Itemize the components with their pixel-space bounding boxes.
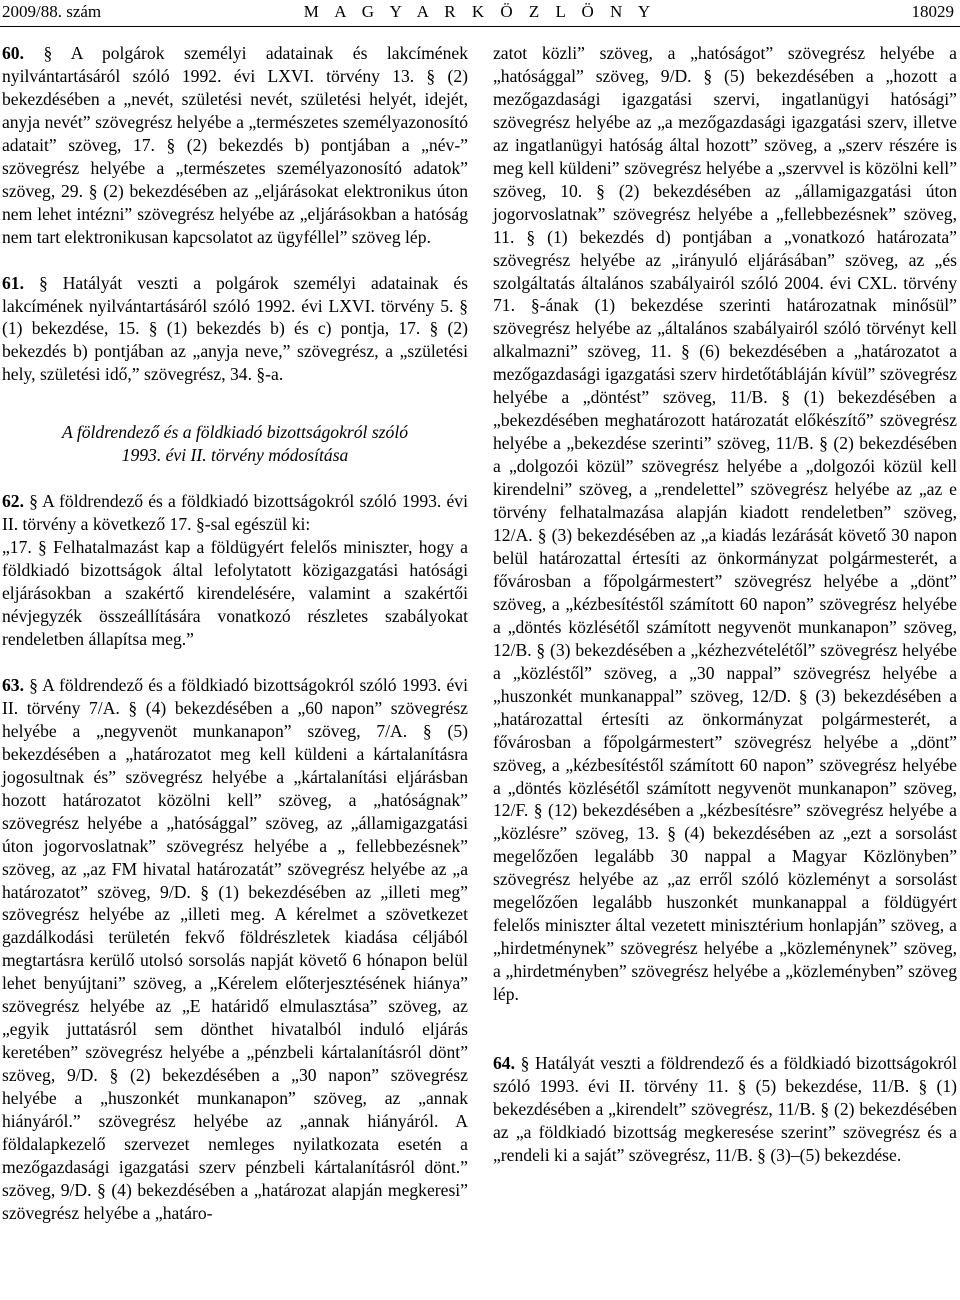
journal-title: M A G Y A R K Ö Z L Ö N Y	[303, 2, 657, 21]
right-column	[493, 42, 957, 1167]
paragraph-62-quote: „17. § Felhatalmazást kap a földügyért felelős miniszter, hogy a földkiadó bizottságok által lefolytatott közigazgatási hatósági eljárásokban a szakértő kirendelésére, valamint a szakértői névjegyzék összeállítására vonatkozó részletes szabályokat rendeletben állapítsa meg.”	[2, 537, 468, 649]
header-rule	[0, 26, 960, 27]
page-number: 18029	[911, 2, 954, 21]
paragraph-62	[2, 490, 468, 536]
paragraph-60	[2, 42, 468, 249]
paragraph-text: § A földrendező és a földkiadó bizottságokról szóló 1993. évi II. törvény 7/A. § (4) bekezdésében a „60 napon” szövegrész helyébe a „negyvenöt munkanapon” szöveg, 7/A. § (5) bekezdésében a „határozatot meg kell küldeni a kártalanításra jogosultnak és” szövegrész helyébe a „kártalanítási eljárásban hozott határozatot közölni kell” szöveg, a „hatóságnak” szövegrész helyébe a „hatósággal” szöveg, az „államigazgatási úton jogorvoslatnak” szövegrész helyébe a „ fellebbezésnek” szöveg, az „az FM hivatal határozatát” szövegrész helyébe az „a határozatot” szöveg, 9/D. § (1) bekezdésében az „illeti meg” szövegrész helyébe az „illeti meg. A kérelmet a szövetkezet gazdálkodási területén fekvő földrészletek kiadása céljából megtartásra kerülő utolsó sorsolás napját követő 6 hónapon belül lehet benyújtani” szöveg, a „Kérelem előterjesztésének hiánya” szövegrész helyébe az „E határidő elmulasztása” szöveg, az „egyik juttatásról sem dönthet hivatalból induló eljárás keretében” szövegrész helyébe a „pénzbeli kártalanításról dönt” szöveg, 9/D. § (2) bekezdésében a „30 napon” szövegrész helyébe a „huszonkét munkanapon” szöveg, az „annak hiányáról.” szövegrész helyébe az „annak hiányáról. A földalapkezelő szervezet nemleges nyilatkozata esetén a mezőgazdasági igazgatási szerv pénzbeli kártalanításról dönt.” szöveg, 9/D. § (4) bekezdésében a „határozat alapján megkeresi” szövegrész helyébe a „határo-	[2, 674, 468, 1223]
section-title: A földrendező és a földkiadó bizottságokról szóló 1993. évi II. törvény módosítása	[62, 422, 409, 466]
paragraph-text: § A földrendező és a földkiadó bizottságokról szóló 1993. évi II. törvény a következő 17. §-sal egészül ki:	[2, 491, 468, 535]
paragraph-number: 63.	[2, 674, 24, 695]
paragraph-text: § Hatályát veszti a földrendező és a földkiadó bizottságokról szóló 1993. évi II. törvény 11. § (5) bekezdése, 11/B. § (1) bekezdésében a „kirendelt” szövegrész, 11/B. § (2) bekezdésében az „a földkiadó bizottság megkeresése szerint” szövegrész és a „rendeli ki a saját” szövegrész, 11/B. § (3)–(5) bekezdése.	[493, 1053, 957, 1165]
paragraph-61	[2, 272, 468, 387]
paragraph-number: 62.	[2, 491, 24, 512]
paragraph-text: § Hatályát veszti a polgárok személyi adatainak és lakcímének nyilvántartásáról szóló 1992. évi LXVI. törvény 5. § (1) bekezdése, 15. § (1) bekezdés b) és c) pontja, 17. § (2) bekezdés b) pontjában az „anyja neve,” szövegrész, a „születési hely, születési idő,” szövegrész, 34. §-a.	[2, 272, 468, 385]
paragraph-63-continuation: zatot közli” szöveg, a „hatóságot” szövegrész helyébe a „hatósággal” szöveg, 9/D. § (5) bekezdésében a „hozott a mezőgazdasági igazgatási szervi, ingatlanügyi hatósági” szövegrész helyébe az „a mezőgazdasági igazgatási szerv, illetve az ingatlanügyi hatóság által hozott” szöveg, a „szerv részére is meg kell küldeni” szövegrész helyébe a „szervvel is közölni kell” szöveg, 10. § (2) bekezdésében az „államigazgatási úton jogorvoslatnak” szövegrész helyébe a „fellebbezésnek” szöveg, 11. § (1) bekezdés d) pontjában a „vonatkozó határozata” szövegrész helyébe az „irányuló eljárásában” szöveg, az „és szolgáltatás általános szabályairól szóló 2004. évi CXL. törvény 71. §-ának (1) bekezdése szerinti határozatnak minősül” szövegrész helyébe az „általános szabályairól szóló törvényt kell alkalmazni” szöveg, 11. § (6) bekezdésében a „határozatot a mezőgazdasági igazgatási szerv hirdetőtábláján kívül” szövegrész helyébe a „döntést” szöveg, 11/B. § (1) bekezdésében a „bekezdésében meghatározott határozatát előkészítő” szövegrész helyébe a „bekezdése szerinti” szöveg, 11/B. § (2) bekezdésében a „dolgozói közül” szövegrész helyébe a „dolgozói közül kell kirendelni” szöveg, a „rendelettel” szövegrész helyébe az „az e törvény felhatalmazása alapján kiadott rendeletben” szöveg, 12/A. § (3) bekezdésében az „a kiadás lezárását követő 30 napon belül határozattal értesíti az önkormányzat polgármesterét, a fővárosban a főpolgármestert” szövegrész helyébe a „dönt” szöveg, a „kézbesítéstől számított 60 napon” szövegrész helyébe a „döntés közlésétől számított negyvenöt munkanapon” szöveg, 12/B. § (3) bekezdésében a „kézhezvételétől” szövegrész helyébe a „közléstől” szöveg, a „30 nappal” szövegrész helyébe a „huszonkét munkanappal” szöveg, 12/D. § (3) bekezdésében a „határozattal értesíti az önkormányzat polgármesterét, a fővárosban a főpolgármestert” szövegrész helyébe a „dönt” szöveg, a „kézbesítéstől számított 60 napon” szövegrész helyébe a „döntés közlésétől számított negyvenöt munkanapon” szöveg, 12/F. § (12) bekezdésében a „kézbesítésre” szövegrész helyébe a „közlésre” szöveg, 13. § (4) bekezdésében az „ezt a sorsolást megelőzően legalább 30 nappal a Magyar Közlönyben” szövegrész helyébe az „az erről szóló közleményt a sorsolást megelőzően legalább huszonkét munkanappal a földügyért felelős miniszter által vezetett minisztérium honlapján” szöveg, a „hirdetménynek” szövegrész helyébe a „közleménynek” szöveg, a „hirdetményben” szövegrész helyébe a „közleményben” szöveg lép.	[493, 43, 957, 1005]
issue-number: 2009/88. szám	[2, 2, 102, 21]
paragraph-text: § A polgárok személyi adatainak és lakcímének nyilvántartásáról szóló 1992. évi LXVI. törvény 13. § (2) bekezdésében a „nevét, születési nevét, születési helyét, idejét, anyja nevét” szövegrész helyébe a „természetes személyazonosító adatait” szöveg, 17. § (2) bekezdés b) pontjában a „név-” szövegrész helyébe a „természetes személyazonosító adatok” szöveg, 29. § (2) bekezdésében az „eljárásokat elektronikus úton nem lehet intézni” szövegrész helyébe az „eljárásokban a hatóság nem tart elektronikusan kapcsolatot az ügyféllel” szöveg lép.	[2, 43, 468, 247]
page-header	[0, 0, 960, 24]
paragraph-64	[493, 1052, 957, 1167]
paragraph-63	[2, 674, 468, 1225]
paragraph-number: 60.	[2, 43, 24, 63]
left-column	[2, 42, 468, 1225]
paragraph-number: 61.	[2, 272, 24, 293]
paragraph-number: 64.	[493, 1053, 515, 1074]
